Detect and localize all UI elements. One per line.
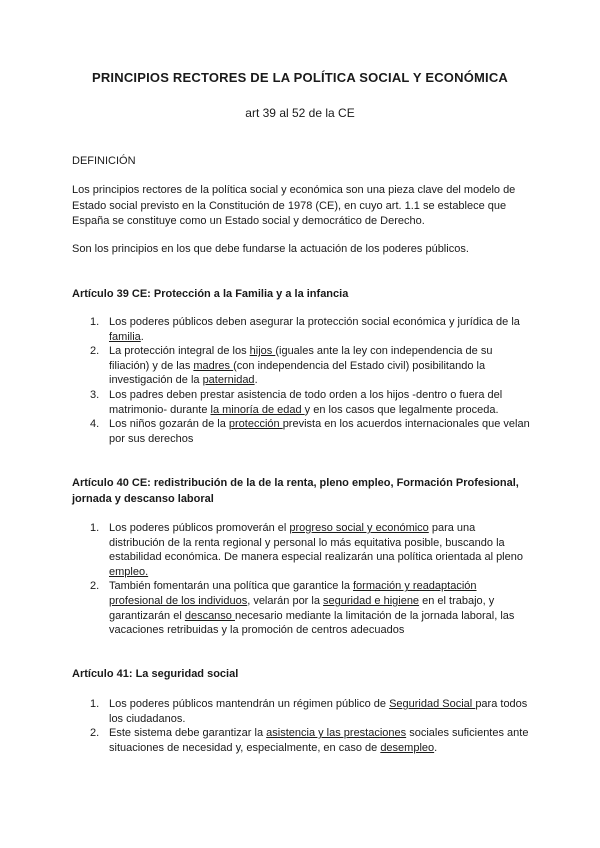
underlined-term: hijos — [249, 345, 276, 358]
list-item-text: Los poderes públicos promoverán el — [109, 522, 290, 534]
art39-section — [72, 315, 532, 446]
list-item-text: Los poderes públicos mantendrán un régimen público de — [109, 698, 390, 710]
list-item-number: 3. — [90, 388, 100, 401]
list-item-text: . — [254, 374, 258, 387]
list-item-text: Los niños gozarán de la — [109, 418, 229, 431]
list-item-text: para una distribución de la renta regional y personal lo más equitativa posible, buscando la estabilidad económica. De manera especial realizarán una política orientada al pleno — [109, 522, 523, 564]
list-item — [72, 697, 532, 726]
underlined-term: protección — [228, 418, 283, 431]
list-item-text: para todos los ciudadanos. — [109, 698, 528, 725]
art40-section — [72, 521, 532, 638]
art39-list — [72, 315, 532, 446]
art41-list — [72, 697, 532, 755]
underlined-term: paternidad — [202, 374, 255, 387]
list-item — [72, 521, 532, 579]
page-subtitle: art 39 al 52 de la CE — [245, 106, 355, 120]
underlined-term: madres — [193, 359, 234, 372]
list-item — [72, 344, 532, 388]
list-item-text: . — [140, 330, 144, 343]
underlined-term: la minoría de edad — [210, 403, 305, 416]
list-item-text: necesario mediante la limitación de la jornada laboral, las vacaciones retribuidas y la promoción de centros adecuados — [109, 609, 515, 637]
art39-heading: Artículo 39 CE: Protección a la Familia y a la infancia — [72, 288, 349, 300]
list-item-text: También fomentarán una política que garantice la — [109, 580, 353, 593]
art40-list — [72, 521, 532, 638]
underlined-term: empleo. — [109, 565, 149, 578]
list-item-text: en el trabajo, y garantizarán el — [109, 594, 495, 622]
list-item-text: (iguales ante la ley con independencia de su filiación) y de las — [109, 345, 493, 372]
list-item-text: , velarán por la — [247, 594, 324, 607]
list-item — [72, 579, 532, 637]
list-item-number: 2. — [90, 580, 100, 593]
art41-heading: Artículo 41: La seguridad social — [72, 668, 239, 680]
underlined-term: seguridad e higiene — [323, 594, 420, 607]
list-item-number: 1. — [90, 698, 100, 710]
list-item-text: (con independencia del Estado civil) posibilitando la investigación de la — [109, 359, 486, 387]
list-item-number: 1. — [90, 316, 100, 328]
list-item — [72, 417, 532, 446]
list-item-text: y en los casos que legalmente proceda. — [304, 403, 499, 416]
definition-label: DEFINICIÓN — [72, 155, 136, 167]
definition-paragraph-2: Son los principios en los que debe fundarse la actuación de los poderes públicos. — [72, 243, 469, 255]
list-item-number: 1. — [90, 522, 100, 534]
underlined-term: formación y readaptación profesional de los individuos — [109, 580, 477, 607]
definition-paragraph: Los principios rectores de la política social y económica son una pieza clave del modelo de Estado social previsto en la Constitución de 1978 (CE), en cuyo art. 1.1 se establece que España se constituye como un Estado social y democrático de Derecho. — [72, 184, 516, 227]
underlined-term: descanso — [184, 609, 235, 622]
list-item-text: Los poderes públicos deben asegurar la protección social económica y jurídica de la — [109, 316, 520, 328]
list-item — [72, 315, 532, 344]
list-item-text: . — [434, 741, 438, 754]
list-item-text: prevista en los acuerdos internacionales que velan por sus derechos — [109, 418, 530, 445]
list-item-number: 2. — [90, 727, 100, 740]
list-item-number: 4. — [90, 418, 100, 431]
underlined-term: familia — [109, 330, 141, 343]
underlined-term: progreso social y económico — [289, 522, 429, 534]
art40-heading: Artículo 40 CE: redistribución de la de la renta, pleno empleo, Formación Profesional, jornada y descanso laboral — [72, 477, 519, 505]
list-item-text: sociales suficientes ante situaciones de necesidad y, especialmente, en caso de — [109, 727, 529, 754]
underlined-term: Seguridad Social — [389, 698, 476, 710]
page-title: PRINCIPIOS RECTORES DE LA POLÍTICA SOCIAL Y ECONÓMICA — [91, 70, 509, 85]
list-item-text: Los padres deben prestar asistencia de todo orden a los hijos -dentro o fuera del matrimonio- durante — [109, 388, 503, 416]
underlined-term: asistencia y las prestaciones — [266, 727, 407, 740]
art41-section — [72, 697, 532, 755]
list-item-text: Este sistema debe garantizar la — [109, 727, 267, 740]
list-item — [72, 388, 532, 417]
list-item-text: La protección integral de los — [109, 345, 250, 358]
list-item — [72, 726, 532, 755]
underlined-term: desempleo — [380, 741, 435, 754]
list-item-number: 2. — [90, 345, 100, 358]
